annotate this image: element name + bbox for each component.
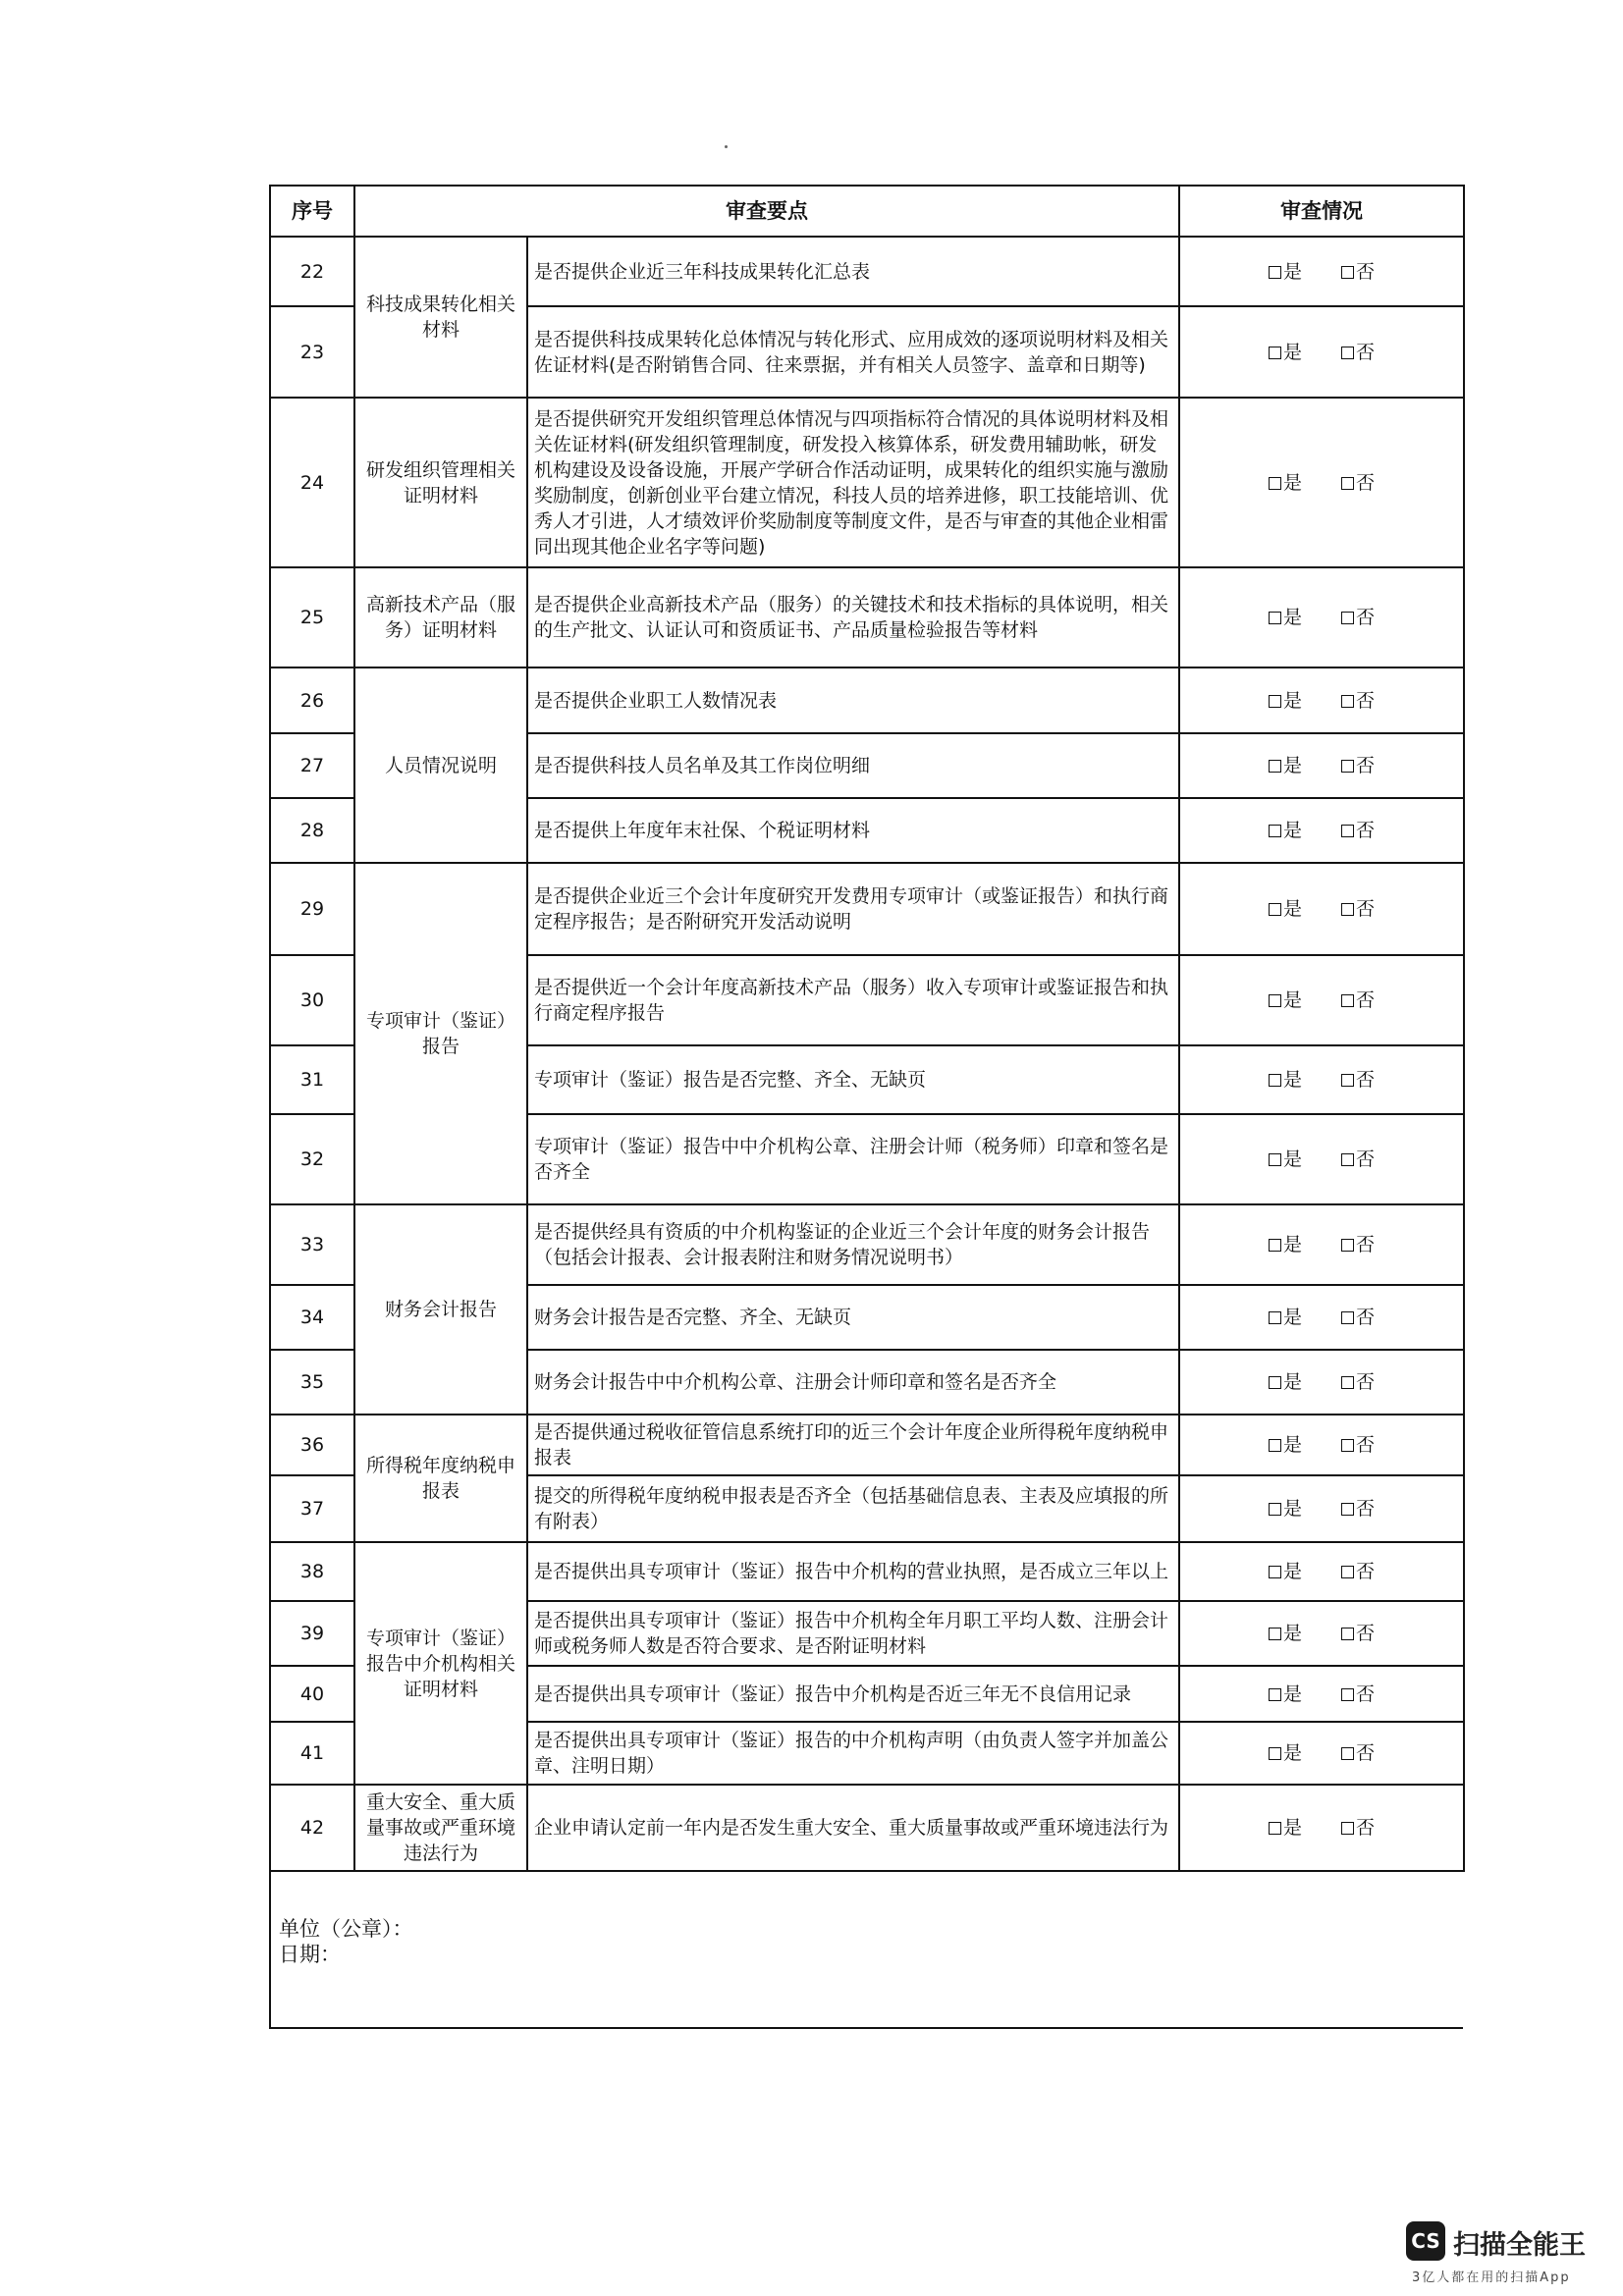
table-row [270,667,1464,733]
yes-option[interactable]: 是 [1269,340,1302,365]
checkbox-icon [1341,1439,1354,1452]
row-seq: 34 [270,1285,354,1350]
watermark-tagline: 3亿人都在用的扫描App [1412,2270,1571,2285]
checkbox-icon [1269,1747,1281,1760]
row-point: 是否提供出具专项审计（鉴证）报告中介机构全年月职工平均人数、注册会计师或税务师人数是否符合要求、是否附证明材料 [527,1601,1179,1666]
checkbox-icon [1341,1822,1354,1835]
row-status [1179,567,1464,667]
yes-option[interactable]: 是 [1269,1232,1302,1257]
row-status [1179,1415,1464,1475]
row-seq: 42 [270,1785,354,1871]
no-option[interactable]: 否 [1341,605,1375,630]
review-table [269,185,1465,1872]
table-header-row [270,186,1464,237]
row-seq: 24 [270,398,354,567]
category-cell: 研发组织管理相关证明材料 [354,398,527,567]
table-row [270,1542,1464,1601]
checkbox-icon [1341,1311,1354,1324]
table-row [270,567,1464,667]
row-seq: 27 [270,733,354,798]
checkbox-icon [1341,994,1354,1007]
table-row [270,237,1464,306]
yes-option[interactable]: 是 [1269,688,1302,714]
no-option[interactable]: 否 [1341,1682,1375,1707]
row-point: 是否提供研究开发组织管理总体情况与四项指标符合情况的具体说明材料及相关佐证材料(研发组织管理制度，研发投入核算体系，研发费用辅助帐，研发机构建设及设备设施，开展产学研合作活动证明，成果转化的组织实施与激励奖励制度，创新创业平台建立情况，科技人员的培养进修，职工技能培训、优秀人才引进，人才绩效评价奖励制度等制度文件，是否与审查的其他企业相雷同出现其他企业名字等问题) [527,398,1179,567]
row-seq: 22 [270,237,354,306]
checkbox-icon [1341,266,1354,279]
checkbox-icon [1341,612,1354,624]
yes-option[interactable]: 是 [1269,1067,1302,1093]
no-option[interactable]: 否 [1341,1432,1375,1458]
row-point: 企业申请认定前一年内是否发生重大安全、重大质量事故或严重环境违法行为 [527,1785,1179,1871]
row-point: 是否提供科技人员名单及其工作岗位明细 [527,733,1179,798]
review-sheet [269,185,1465,2030]
row-seq: 40 [270,1666,354,1722]
no-option[interactable]: 否 [1341,340,1375,365]
row-seq: 31 [270,1045,354,1114]
yes-option[interactable]: 是 [1269,259,1302,285]
yes-option[interactable]: 是 [1269,1621,1302,1646]
checkbox-icon [1341,1239,1354,1252]
category-cell: 财务会计报告 [354,1204,527,1415]
yes-option[interactable]: 是 [1269,896,1302,922]
row-seq: 41 [270,1722,354,1785]
checkbox-icon [1341,825,1354,837]
checkbox-icon [1341,1376,1354,1389]
checkbox-icon [1341,1074,1354,1087]
checkbox-icon [1269,266,1281,279]
row-point: 是否提供通过税收征管信息系统打印的近三个会计年度企业所得税年度纳税申报表 [527,1415,1179,1475]
row-point: 是否提供企业职工人数情况表 [527,667,1179,733]
watermark-name: 扫描全能王 [1453,2230,1586,2261]
checkbox-icon [1341,903,1354,916]
camscanner-logo: CS [1406,2221,1445,2261]
yes-option[interactable]: 是 [1269,1496,1302,1522]
checkbox-icon [1269,1439,1281,1452]
no-option[interactable]: 否 [1341,688,1375,714]
row-point: 是否提供出具专项审计（鉴证）报告中介机构的营业执照，是否成立三年以上 [527,1542,1179,1601]
row-status [1179,1350,1464,1415]
row-seq: 26 [270,667,354,733]
checkbox-icon [1341,477,1354,490]
unit-seal-label: 单位（公章）： [279,1917,413,1941]
yes-option[interactable]: 是 [1269,1305,1302,1330]
checkbox-icon [1269,1239,1281,1252]
category-cell: 所得税年度纳税申报表 [354,1415,527,1542]
yes-option[interactable]: 是 [1269,605,1302,630]
checkbox-icon [1269,695,1281,708]
row-seq: 37 [270,1475,354,1542]
yes-option[interactable]: 是 [1269,818,1302,843]
yes-option[interactable]: 是 [1269,1559,1302,1584]
checkbox-icon [1341,1688,1354,1701]
row-point: 是否提供经具有资质的中介机构鉴证的企业近三个会计年度的财务会计报告（包括会计报表、会计报表附注和财务情况说明书） [527,1204,1179,1285]
table-row [270,863,1464,955]
checkbox-icon [1269,347,1281,359]
row-status [1179,1114,1464,1204]
no-option[interactable]: 否 [1341,988,1375,1013]
row-status [1179,863,1464,955]
row-status [1179,733,1464,798]
checkbox-icon [1341,1503,1354,1516]
row-seq: 39 [270,1601,354,1666]
checkbox-icon [1269,1376,1281,1389]
category-cell: 重大安全、重大质量事故或严重环境违法行为 [354,1785,527,1871]
checkbox-icon [1341,1566,1354,1578]
checkbox-icon [1341,1153,1354,1166]
row-status [1179,1542,1464,1601]
yes-option[interactable]: 是 [1269,988,1302,1013]
checkbox-icon [1269,1628,1281,1640]
no-option[interactable]: 否 [1341,470,1375,496]
no-option[interactable]: 否 [1341,896,1375,922]
header-status: 审查情况 [1179,186,1464,237]
row-seq: 35 [270,1350,354,1415]
row-status [1179,1722,1464,1785]
checkbox-icon [1269,825,1281,837]
row-point: 是否提供近一个会计年度高新技术产品（服务）收入专项审计或鉴证报告和执行商定程序报告 [527,955,1179,1045]
checkbox-icon [1341,695,1354,708]
row-point: 财务会计报告是否完整、齐全、无缺页 [527,1285,1179,1350]
no-option[interactable]: 否 [1341,1232,1375,1257]
row-point: 是否提供企业高新技术产品（服务）的关键技术和技术指标的具体说明，相关的生产批文、认证认可和资质证书、产品质量检验报告等材料 [527,567,1179,667]
row-status [1179,1475,1464,1542]
no-option[interactable]: 否 [1341,818,1375,843]
no-option[interactable]: 否 [1341,259,1375,285]
row-status [1179,1045,1464,1114]
checkbox-icon [1269,1153,1281,1166]
row-point: 是否提供企业近三年科技成果转化汇总表 [527,237,1179,306]
checkbox-icon [1341,347,1354,359]
yes-option[interactable]: 是 [1269,1682,1302,1707]
checkbox-icon [1269,903,1281,916]
scan-speck [725,145,728,148]
date-label: 日期： [279,1943,341,1966]
row-seq: 28 [270,798,354,863]
row-seq: 23 [270,306,354,398]
row-seq: 36 [270,1415,354,1475]
row-status [1179,1666,1464,1722]
row-point: 专项审计（鉴证）报告中中介机构公章、注册会计师（税务师）印章和签名是否齐全 [527,1114,1179,1204]
no-option[interactable]: 否 [1341,1496,1375,1522]
yes-option[interactable]: 是 [1269,1815,1302,1841]
yes-option[interactable]: 是 [1269,470,1302,496]
row-point: 是否提供出具专项审计（鉴证）报告中介机构是否近三年无不良信用记录 [527,1666,1179,1722]
row-status [1179,1785,1464,1871]
row-point: 是否提供出具专项审计（鉴证）报告的中介机构声明（由负责人签字并加盖公章、注明日期） [527,1722,1179,1785]
row-point: 是否提供企业近三个会计年度研究开发费用专项审计（或鉴证报告）和执行商定程序报告；是否附研究开发活动说明 [527,863,1179,955]
yes-option[interactable]: 是 [1269,1432,1302,1458]
row-point: 是否提供科技成果转化总体情况与转化形式、应用成效的逐项说明材料及相关佐证材料(是否附销售合同、往来票据，并有相关人员签字、盖章和日期等) [527,306,1179,398]
row-status [1179,306,1464,398]
yes-option[interactable]: 是 [1269,1740,1302,1766]
no-option[interactable]: 否 [1341,1621,1375,1646]
table-row [270,398,1464,567]
checkbox-icon [1269,1503,1281,1516]
no-option[interactable]: 否 [1341,1305,1375,1330]
header-seq: 序号 [270,186,354,237]
no-option[interactable]: 否 [1341,1740,1375,1766]
category-cell: 专项审计（鉴证）报告中介机构相关证明材料 [354,1542,527,1785]
yes-option[interactable]: 是 [1269,1147,1302,1172]
row-seq: 29 [270,863,354,955]
category-cell: 科技成果转化相关材料 [354,237,527,398]
row-status [1179,398,1464,567]
no-option[interactable]: 否 [1341,1067,1375,1093]
row-status [1179,237,1464,306]
yes-option[interactable]: 是 [1269,1369,1302,1395]
table-row [270,1415,1464,1475]
signature-area [269,1870,1463,2029]
row-status [1179,1601,1464,1666]
header-point: 审查要点 [354,186,1179,237]
checkbox-icon [1269,1688,1281,1701]
row-seq: 38 [270,1542,354,1601]
row-status [1179,1285,1464,1350]
row-status [1179,667,1464,733]
table-row [270,1785,1464,1871]
checkbox-icon [1269,1566,1281,1578]
checkbox-icon [1341,1628,1354,1640]
yes-option[interactable]: 是 [1269,753,1302,778]
no-option[interactable]: 否 [1341,1559,1375,1584]
checkbox-icon [1269,477,1281,490]
checkbox-icon [1269,760,1281,773]
row-seq: 32 [270,1114,354,1204]
no-option[interactable]: 否 [1341,1147,1375,1172]
row-seq: 30 [270,955,354,1045]
scanner-watermark [1406,2221,1612,2286]
row-point: 是否提供上年度年末社保、个税证明材料 [527,798,1179,863]
row-seq: 25 [270,567,354,667]
row-status [1179,798,1464,863]
checkbox-icon [1269,994,1281,1007]
checkbox-icon [1269,1074,1281,1087]
row-status [1179,1204,1464,1285]
category-cell: 专项审计（鉴证）报告 [354,863,527,1204]
table-row [270,1204,1464,1285]
no-option[interactable]: 否 [1341,753,1375,778]
checkbox-icon [1269,1311,1281,1324]
checkbox-icon [1341,760,1354,773]
row-point: 提交的所得税年度纳税申报表是否齐全（包括基础信息表、主表及应填报的所有附表） [527,1475,1179,1542]
checkbox-icon [1269,612,1281,624]
category-cell: 高新技术产品（服务）证明材料 [354,567,527,667]
row-status [1179,955,1464,1045]
no-option[interactable]: 否 [1341,1369,1375,1395]
checkbox-icon [1341,1747,1354,1760]
row-seq: 33 [270,1204,354,1285]
checkbox-icon [1269,1822,1281,1835]
no-option[interactable]: 否 [1341,1815,1375,1841]
row-point: 专项审计（鉴证）报告是否完整、齐全、无缺页 [527,1045,1179,1114]
category-cell: 人员情况说明 [354,667,527,863]
row-point: 财务会计报告中中介机构公章、注册会计师印章和签名是否齐全 [527,1350,1179,1415]
